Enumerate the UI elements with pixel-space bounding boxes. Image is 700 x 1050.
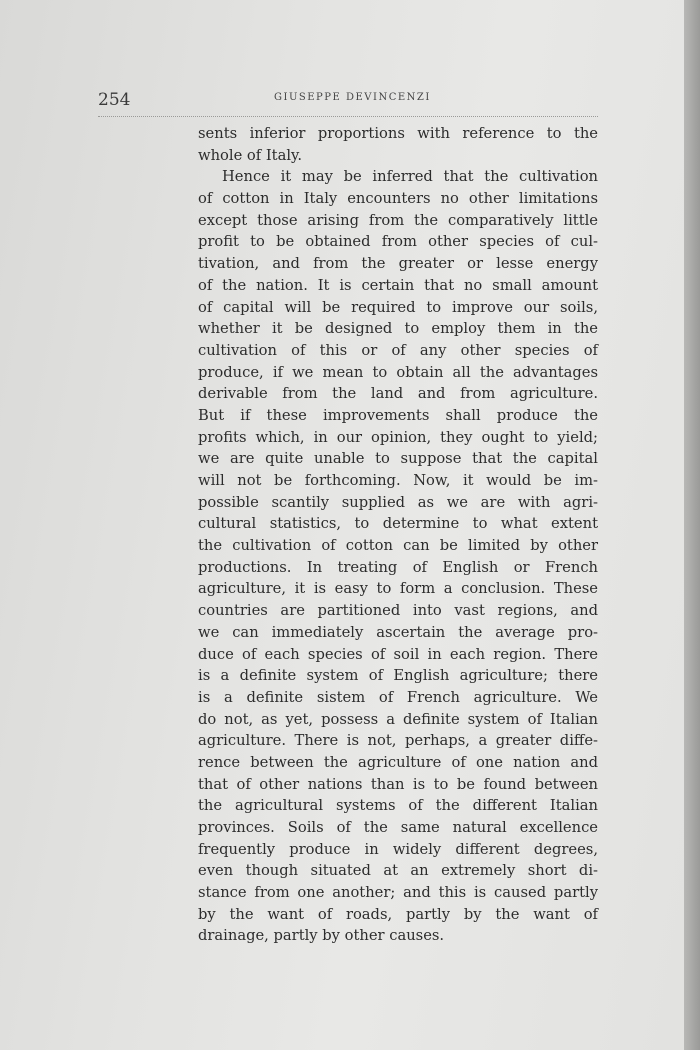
text-line: even though situated at an extremely short di-: [198, 862, 598, 880]
paragraph-1: [198, 123, 598, 166]
text-line: whole of Italy.: [198, 146, 303, 164]
text-line: But if these improvements shall produce the: [198, 406, 598, 424]
page-edge: [684, 0, 700, 1050]
text-line: we are quite unable to suppose that the capital: [198, 450, 598, 468]
page-header: [98, 90, 598, 117]
text-line: whether it be designed to employ them in the: [198, 320, 598, 338]
body-text: [198, 123, 598, 947]
text-line: profit to be obtained from other species of cul-: [198, 233, 598, 251]
text-line: stance from one another; and this is caused partly: [198, 884, 598, 902]
text-line: tivation, and from the greater or lesse energy: [198, 255, 598, 273]
text-line: rence between the agriculture of one nation and: [198, 753, 598, 771]
text-line: of capital will be required to improve our soils,: [198, 298, 598, 316]
text-line: that of other nations than is to be found between: [198, 775, 598, 793]
text-line: sents inferior proportions with reference to the: [198, 125, 598, 142]
text-line: productions. In treating of English or French: [198, 558, 598, 576]
text-line: the agricultural systems of the different Italian: [198, 797, 598, 815]
text-line: agriculture. There is not, perhaps, a greater diffe-: [198, 732, 598, 750]
text-line: of the nation. It is certain that no small amount: [198, 276, 598, 294]
text-line: will not be forthcoming. Now, it would be im-: [198, 472, 598, 489]
text-line: Hence it may be inferred that the cultivation: [222, 168, 598, 186]
text-line: possible scantily supplied as we are with agri-: [198, 493, 598, 511]
text-line: by the want of roads, partly by the want of: [198, 905, 598, 923]
text-line: duce of each species of soil in each region. There: [198, 645, 598, 663]
text-line: produce, if we mean to obtain all the advantages: [198, 363, 598, 381]
text-line: of cotton in Italy encounters no other limitations: [198, 190, 598, 208]
paragraph-2: [198, 166, 598, 947]
page-number: 254: [98, 90, 131, 110]
text-line: do not, as yet, possess a definite system of Italian: [198, 710, 598, 728]
text-line: is a definite sistem of French agriculture. We: [198, 688, 598, 706]
text-line: agriculture, it is easy to form a conclusion. These: [198, 580, 598, 598]
text-line: cultivation of this or of any other species of: [198, 341, 598, 359]
text-line: drainage, partly by other causes.: [198, 927, 445, 945]
text-line: cultural statistics, to determine to what extent: [198, 515, 598, 533]
text-line: provinces. Soils of the same natural excellence: [198, 819, 598, 836]
text-line: frequently produce in widely different degrees,: [198, 840, 598, 858]
text-line: except those arising from the comparatively little: [198, 211, 598, 229]
text-line: derivable from the land and from agriculture.: [198, 385, 598, 403]
text-line: profits which, in our opinion, they ought to yield;: [198, 428, 598, 446]
text-line: countries are partitioned into vast regions, and: [198, 602, 598, 620]
running-head: GIUSEPPE DEVINCENZI: [274, 92, 431, 103]
text-line: is a definite system of English agriculture; there: [198, 667, 598, 685]
text-line: we can immediately ascertain the average pro-: [198, 623, 598, 641]
text-line: the cultivation of cotton can be limited by other: [198, 537, 598, 555]
